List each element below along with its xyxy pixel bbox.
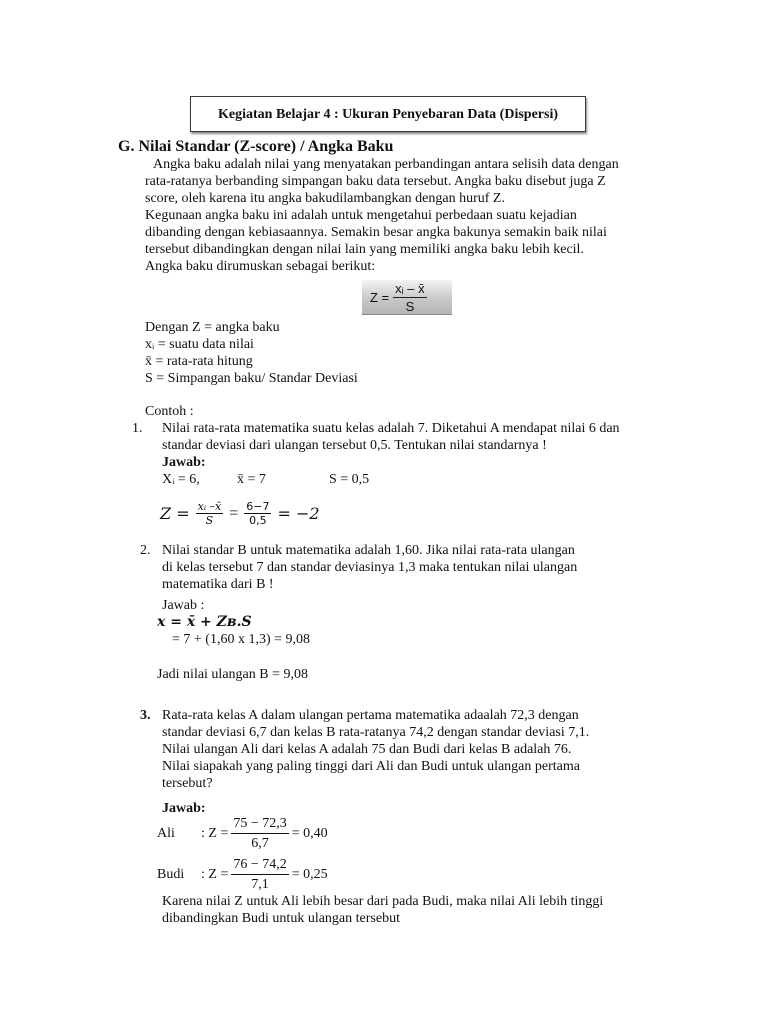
ali-numerator: 75 − 72,3	[231, 814, 288, 834]
example-text-line: Nilai siapakah yang paling tinggi dari Ali dan Budi untuk ulangan pertama	[162, 759, 580, 774]
contoh-label: Contoh :	[145, 404, 194, 419]
example-number: 1.	[132, 421, 143, 436]
equation-equals: =	[229, 505, 239, 522]
formula-lhs: Z =	[370, 289, 390, 305]
paragraph-line: rata-ratanya berbanding simpangan baku data tersebut. Angka baku disebut juga Z	[145, 174, 606, 189]
example3-conclusion-line: Karena nilai Z untuk Ali lebih besar dari pada Budi, maka nilai Ali lebih tinggi	[162, 894, 604, 909]
equation-result: = −2	[277, 504, 320, 523]
paragraph-line: Kegunaan angka baku ini adalah untuk mengetahui perbedaan suatu kejadian	[145, 208, 577, 223]
student-name-budi: Budi	[157, 867, 185, 882]
definition-line: xᵢ = suatu data nilai	[145, 337, 254, 352]
example2-formula: x = x̄ + Zʙ.S	[157, 614, 252, 630]
paragraph-line: Angka baku dirumuskan sebagai berikut:	[145, 259, 376, 274]
ali-fraction	[231, 814, 288, 853]
definition-line: Dengan Z = angka baku	[145, 320, 280, 335]
example2-calc: = 7 + (1,60 x 1,3) = 9,08	[172, 632, 311, 647]
budi-result: = 0,25	[291, 867, 328, 882]
given-xi: Xᵢ = 6,	[162, 472, 200, 487]
budi-z-calc	[201, 855, 328, 894]
ali-z-lhs: : Z =	[201, 826, 229, 841]
example-text-line: Nilai rata-rata matematika suatu kelas adalah 7. Diketahui A mendapat nilai 6 dan	[162, 421, 620, 436]
formula-fraction	[393, 280, 427, 315]
ali-z-calc	[201, 814, 328, 853]
example-text-line: Rata-rata kelas A dalam ulangan pertama matematika adaalah 72,3 dengan	[162, 708, 579, 723]
paragraph-line: Angka baku adalah nilai yang menyatakan perbandingan antara selisih data dengan	[153, 157, 619, 172]
given-s: S = 0,5	[329, 472, 370, 487]
equation-numerator: 6−7	[246, 500, 270, 513]
jawab-label: Jawab :	[162, 598, 205, 613]
example-text-line: Nilai standar B untuk matematika adalah 1,60. Jika nilai rata-rata ulangan	[162, 543, 575, 558]
example-text-line: Nilai ulangan Ali dari kelas A adalah 75 dan Budi dari kelas B adalah 76.	[162, 742, 572, 757]
example-text-line: standar deviasi dari ulangan tersebut 0,5. Tentukan nilai standarnya !	[162, 438, 547, 453]
equation-fraction-symbolic	[196, 500, 224, 527]
example-text-line: tersebut?	[162, 776, 213, 791]
formula-numerator: xᵢ – x̄	[395, 280, 425, 296]
equation-numerator: xᵢ –x̄	[197, 500, 222, 513]
example-number: 2.	[140, 543, 151, 558]
paragraph-line: score, oleh karena itu angka bakudilambangkan dengan huruf Z.	[145, 191, 505, 206]
given-mean: x̄ = 7	[237, 472, 266, 487]
budi-numerator: 76 − 74,2	[231, 855, 288, 875]
example-text-line: matematika dari B !	[162, 577, 274, 592]
student-name-ali: Ali	[157, 826, 175, 841]
equation-fraction-numeric	[244, 500, 271, 527]
definition-line: x̄ = rata-rata hitung	[145, 354, 253, 369]
jawab-label: Jawab:	[162, 455, 206, 470]
example2-conclusion: Jadi nilai ulangan B = 9,08	[157, 667, 308, 682]
equation-lhs: Z =	[160, 504, 190, 523]
example3-conclusion-line: dibandingkan Budi untuk ulangan tersebut	[162, 911, 400, 926]
equation-denominator: S	[205, 514, 214, 527]
ali-denominator: 6,7	[251, 836, 269, 851]
section-title: G. Nilai Standar (Z-score) / Angka Baku	[118, 138, 394, 155]
example-text-line: standar deviasi 6,7 dan kelas B rata-ratanya 74,2 dengan standar deviasi 7,1.	[162, 725, 590, 740]
example-number: 3.	[140, 708, 151, 723]
z-score-formula	[362, 280, 452, 315]
paragraph-line: tersebut dibandingkan dengan nilai lain yang memiliki angka baku lebih kecil.	[145, 242, 584, 257]
definition-line: S = Simpangan baku/ Standar Deviasi	[145, 371, 358, 386]
budi-z-lhs: : Z =	[201, 867, 229, 882]
budi-fraction	[231, 855, 288, 894]
formula-denominator: S	[405, 298, 415, 314]
example-text-line: di kelas tersebut 7 dan standar deviasinya 1,3 maka tentukan nilai ulangan	[162, 560, 578, 575]
jawab-label: Jawab:	[162, 801, 206, 816]
ali-result: = 0,40	[291, 826, 328, 841]
budi-denominator: 7,1	[251, 877, 269, 892]
lesson-header-title: Kegiatan Belajar 4 : Ukuran Penyebaran Data (Dispersi)	[218, 106, 558, 122]
lesson-header-box	[190, 96, 586, 132]
equation-denominator: 0,5	[249, 514, 267, 527]
paragraph-line: dibanding dengan kebiasaannya. Semakin besar angka bakunya semakin baik nilai	[145, 225, 607, 240]
example1-equation	[160, 500, 320, 527]
